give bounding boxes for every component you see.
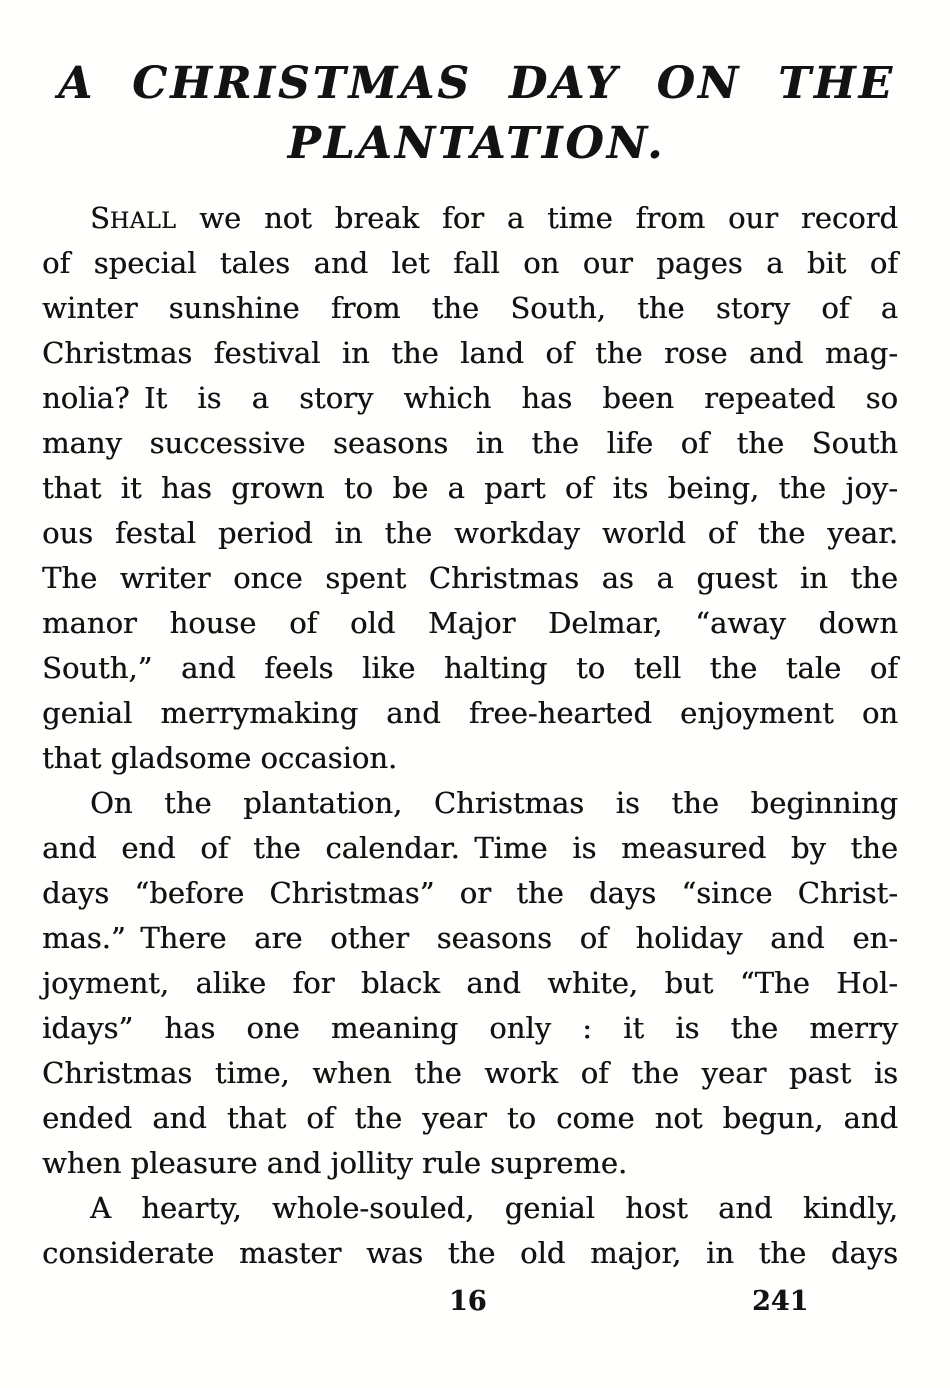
paragraph-2 <box>42 781 898 1186</box>
text-line: that it has grown to be a part of its being, the joy- <box>42 471 898 505</box>
lead-capital: S <box>90 201 110 235</box>
text-line: days “before Christmas” or the days “since Christ- <box>42 876 898 910</box>
text-line: Christmas time, when the work of the year past is <box>42 1056 898 1090</box>
text-line: ous festal period in the workday world of the year. <box>42 516 898 550</box>
text-line: Christmas festival in the land of the rose and mag- <box>42 336 898 370</box>
page-body <box>42 196 898 1276</box>
text-line: of special tales and let fall on our pages a bit of <box>42 246 898 280</box>
text-line: idays” has one meaning only : it is the merry <box>42 1011 898 1045</box>
text-line: that gladsome occasion. <box>42 741 398 775</box>
text-line: genial merrymaking and free-hearted enjoyment on <box>42 696 898 730</box>
printer-signature-mark: 16 <box>449 1286 487 1317</box>
text-run: we not break for a time from our record <box>176 201 898 235</box>
text-line: winter sunshine from the South, the story of a <box>42 291 898 325</box>
chapter-title-line-1: A CHRISTMAS DAY ON THE <box>58 58 895 109</box>
page-footer <box>0 1286 950 1326</box>
small-caps-text: HALL <box>109 209 177 234</box>
text-line: and end of the calendar. Time is measured by the <box>42 831 898 865</box>
paragraph-1 <box>42 196 898 781</box>
text-line: nolia? It is a story which has been repeated so <box>42 381 898 415</box>
chapter-title-line-2: PLANTATION. <box>287 118 666 169</box>
text-line: A hearty, whole-souled, genial host and kindly, <box>90 1191 898 1225</box>
text-line: mas.” There are other seasons of holiday and en- <box>42 921 898 955</box>
text-line <box>42 196 898 241</box>
text-line: manor house of old Major Delmar, “away down <box>42 606 898 640</box>
text-line: joyment, alike for black and white, but “The Hol- <box>42 966 898 1000</box>
text-line: many successive seasons in the life of the South <box>42 426 898 460</box>
text-line: On the plantation, Christmas is the beginning <box>90 786 898 820</box>
text-line: South,” and feels like halting to tell the tale of <box>42 651 898 685</box>
page-number: 241 <box>752 1286 809 1317</box>
text-line: The writer once spent Christmas as a guest in the <box>42 561 898 595</box>
text-line: ended and that of the year to come not begun, and <box>42 1101 898 1135</box>
text-line: when pleasure and jollity rule supreme. <box>42 1146 628 1180</box>
text-line: considerate master was the old major, in the days <box>42 1236 898 1270</box>
paragraph-3 <box>42 1186 898 1276</box>
chapter-title <box>58 54 895 174</box>
